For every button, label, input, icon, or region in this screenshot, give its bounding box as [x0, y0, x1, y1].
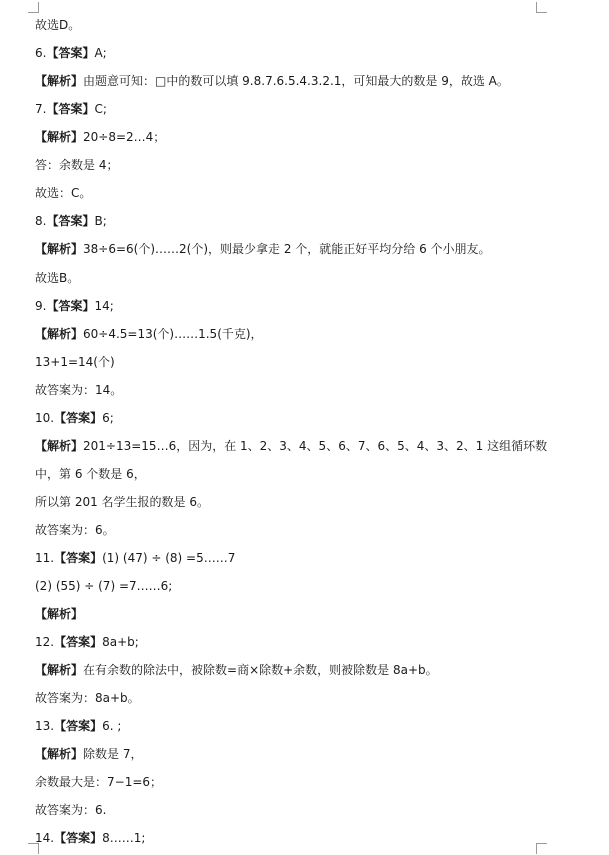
- text-run: B;: [94, 214, 107, 228]
- text-run: 8a+b;: [102, 635, 139, 649]
- text-line: [35, 298, 114, 314]
- text-line: [35, 382, 122, 398]
- text-line: [35, 213, 107, 229]
- label-tag: 【答案】: [46, 214, 95, 228]
- corner-mark-top-left: [28, 2, 39, 13]
- text-line: [35, 73, 509, 89]
- text-run: 8……1;: [102, 831, 146, 845]
- text-run: 7.: [35, 102, 47, 116]
- label-tag: 【解析】: [35, 663, 84, 677]
- text-line: [35, 438, 547, 454]
- text-line: [35, 354, 115, 370]
- label-tag: 【答案】: [54, 719, 103, 733]
- text-run: 在有余数的除法中，被除数=商×除数+余数，则被除数是 8a+b。: [83, 663, 438, 677]
- label-tag: 【答案】: [54, 551, 103, 565]
- text-run: 余数最大是：7−1=6；: [35, 775, 163, 789]
- text-line: [35, 17, 80, 33]
- label-tag: 【解析】: [35, 242, 84, 256]
- text-run: 13.: [35, 719, 55, 733]
- text-run: A;: [94, 46, 107, 60]
- text-run: (1) (47) ÷ (8) =5……7: [102, 551, 236, 565]
- text-run: 答：余数是 4；: [35, 158, 119, 172]
- text-run: 13+1=14(个): [35, 355, 115, 369]
- text-run: 201÷13=15…6，因为，在 1、2、3、4、5、6、7、6、5、4、3、2、1 这组循环数: [83, 439, 548, 453]
- text-run: 14.: [35, 831, 55, 845]
- text-run: 故答案为：6。: [35, 523, 115, 537]
- text-run: 故选B。: [35, 271, 80, 285]
- label-tag: 【解析】: [35, 607, 84, 621]
- text-line: [35, 185, 91, 201]
- text-run: 所以第 201 名学生报的数是 6。: [35, 495, 209, 509]
- text-run: 由题意可知：□中的数可以填 9.8.7.6.5.4.3.2.1，可知最大的数是 9，故选 A。: [83, 74, 509, 88]
- label-tag: 【解析】: [35, 74, 84, 88]
- text-run: 6.: [35, 46, 47, 60]
- label-tag: 【解析】: [35, 327, 84, 341]
- label-tag: 【答案】: [54, 831, 103, 845]
- text-run: C;: [94, 102, 107, 116]
- text-run: 14;: [94, 299, 114, 313]
- text-line: [35, 774, 162, 790]
- label-tag: 【解析】: [35, 747, 84, 761]
- label-tag: 【答案】: [46, 299, 95, 313]
- text-run: 8.: [35, 214, 47, 228]
- text-line: [35, 830, 145, 846]
- text-run: 10.: [35, 411, 55, 425]
- text-line: [35, 634, 139, 650]
- text-line: [35, 550, 235, 566]
- text-run: 6;: [102, 411, 114, 425]
- text-line: [35, 662, 438, 678]
- text-line: [35, 746, 142, 762]
- corner-mark-bottom-right: [536, 843, 547, 854]
- text-line: [35, 45, 107, 61]
- text-run: 故答案为：14。: [35, 383, 123, 397]
- text-run: 38÷6=6(个)……2(个)，则最少拿走 2 个，就能正好平均分给 6 个小朋友。: [83, 242, 491, 256]
- corner-mark-top-right: [536, 2, 547, 13]
- text-run: 故答案为：8a+b。: [35, 691, 140, 705]
- text-run: 故选D。: [35, 18, 81, 32]
- text-line: [35, 101, 107, 117]
- label-tag: 【答案】: [46, 102, 95, 116]
- text-run: 中，第 6 个数是 6，: [35, 467, 146, 481]
- text-line: [35, 522, 115, 538]
- text-line: [35, 241, 491, 257]
- text-run: 11.: [35, 551, 55, 565]
- text-line: [35, 578, 172, 594]
- label-tag: 【答案】: [46, 46, 95, 60]
- text-line: [35, 410, 114, 426]
- text-line: [35, 802, 106, 818]
- text-line: [35, 326, 263, 342]
- label-tag: 【答案】: [54, 411, 103, 425]
- text-run: 12.: [35, 635, 55, 649]
- text-line: [35, 690, 140, 706]
- text-line: [35, 129, 165, 145]
- text-line: [35, 270, 79, 286]
- label-tag: 【答案】: [54, 635, 103, 649]
- text-run: 故选：C。: [35, 186, 92, 200]
- text-run: 60÷4.5=13(个)……1.5(千克)，: [83, 327, 263, 341]
- text-line: [35, 718, 121, 734]
- text-line: [35, 606, 83, 622]
- text-line: [35, 494, 209, 510]
- text-run: 9.: [35, 299, 47, 313]
- text-line: [35, 466, 146, 482]
- text-run: 除数是 7，: [83, 747, 143, 761]
- text-line: [35, 157, 118, 173]
- text-run: (2) (55) ÷ (7) =7……6;: [35, 579, 173, 593]
- text-run: 20÷8=2…4；: [83, 130, 166, 144]
- text-run: 故答案为：6.: [35, 803, 107, 817]
- text-run: 6. ;: [102, 719, 122, 733]
- label-tag: 【解析】: [35, 130, 84, 144]
- label-tag: 【解析】: [35, 439, 84, 453]
